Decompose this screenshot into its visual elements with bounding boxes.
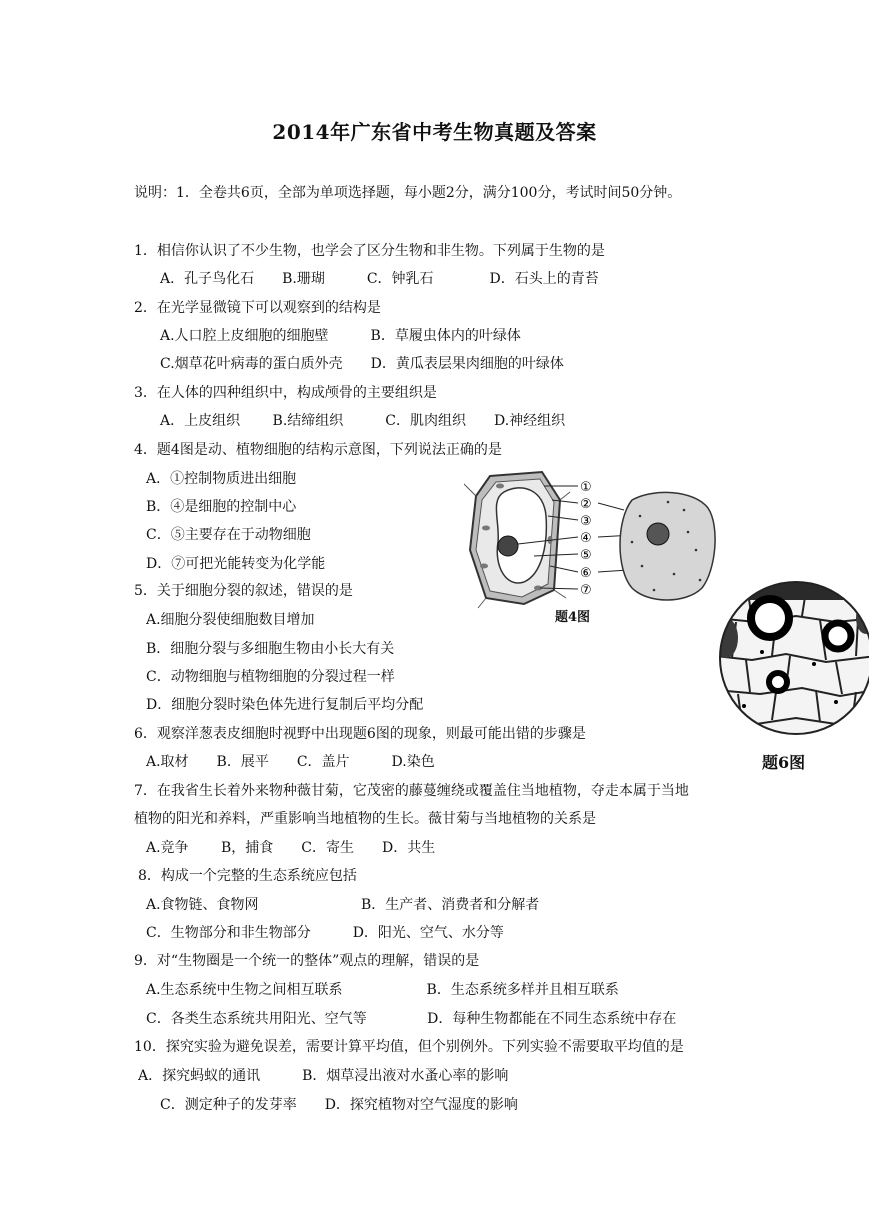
q4-option-a: A．①控制物质进出细胞 xyxy=(146,471,297,487)
q5-option-a: A.细胞分裂使细胞数目增加 xyxy=(146,612,315,628)
animal-cell xyxy=(620,492,715,600)
marker-4: ④ xyxy=(580,531,592,546)
marker-6: ⑥ xyxy=(580,566,592,581)
q8-stem: 8．构成一个完整的生态系统应包括 xyxy=(138,868,357,884)
q1-options: A．孔子鸟化石 B.珊瑚 C．钟乳石 D．石头上的青苔 xyxy=(160,271,599,287)
air-bubble-large xyxy=(751,599,789,637)
q8-options-2: C．生物部分和非生物部分 D．阳光、空气、水分等 xyxy=(146,925,504,941)
q9-stem: 9．对“生物圈是一个统一的整体”观点的理解，错误的是 xyxy=(134,953,480,969)
q10-options-2: C．测定种子的发芽率 D．探究植物对空气湿度的影响 xyxy=(160,1097,518,1113)
q8-options-1: A.食物链、食物网 B．生产者、消费者和分解者 xyxy=(146,897,540,913)
q10-stem: 10．探究实验为避免误差，需要计算平均值，但个别例外。下列实验不需要取平均值的是 xyxy=(134,1039,684,1055)
marker-3: ③ xyxy=(580,514,592,529)
q5-stem: 5．关于细胞分裂的叙述，错误的是 xyxy=(134,583,353,599)
q5-option-c: C．动物细胞与植物细胞的分裂过程一样 xyxy=(146,669,395,685)
figure4-cell-diagram xyxy=(464,470,720,610)
air-bubble-medium xyxy=(825,623,851,649)
marker-5: ⑤ xyxy=(580,548,592,563)
q2-options-1: A.人口腔上皮细胞的细胞壁 B．草履虫体内的叶绿体 xyxy=(160,328,521,344)
q4-option-c: C．⑤主要存在于动物细胞 xyxy=(146,527,311,543)
page-title: 2014年广东省中考生物真题及答案 xyxy=(272,120,597,144)
figure6-caption: 题6图 xyxy=(762,753,806,772)
q2-options-2: C.烟草花叶病毒的蛋白质外壳 D．黄瓜表层果肉细胞的叶绿体 xyxy=(160,356,564,372)
q6-options: A.取材 B．展平 C．盖片 D.染色 xyxy=(146,754,435,770)
plant-nucleus xyxy=(498,536,518,556)
q4-option-d: D．⑦可把光能转变为化学能 xyxy=(146,556,326,572)
q3-stem: 3．在人体的四种组织中，构成颅骨的主要组织是 xyxy=(134,385,437,401)
marker-1: ① xyxy=(580,480,592,495)
figure4-caption: 题4图 xyxy=(555,610,591,625)
q7-stem-cont: 植物的阳光和养料，严重影响当地植物的生长。薇甘菊与当地植物的关系是 xyxy=(134,811,596,827)
marker-2: ② xyxy=(580,497,592,512)
q9-options-2: C．各类生态系统共用阳光、空气等 D．每种生物都能在不同生态系统中存在 xyxy=(146,1011,677,1027)
q10-options-1: A．探究蚂蚁的通讯 B．烟草浸出液对水蚤心率的影响 xyxy=(138,1068,509,1084)
marker-7: ⑦ xyxy=(580,583,592,598)
animal-nucleus xyxy=(647,523,669,545)
q9-options-1: A.生态系统中生物之间相互联系 B．生态系统多样并且相互联系 xyxy=(146,982,619,998)
q2-stem: 2．在光学显微镜下可以观察到的结构是 xyxy=(134,300,381,316)
instructions: 说明：1．全卷共6页，全部为单项选择题，每小题2分，满分100分，考试时间50分钟。 xyxy=(134,185,682,201)
q4-option-b: B．④是细胞的控制中心 xyxy=(146,499,297,515)
q7-stem: 7．在我省生长着外来物种薇甘菊，它茂密的藤蔓缠绕或覆盖住当地植物，夺走本属于当地 xyxy=(134,783,689,799)
q3-options: A．上皮组织 B.结缔组织 C．肌肉组织 D.神经组织 xyxy=(160,413,566,429)
air-bubble-small xyxy=(769,673,787,691)
q5-option-d: D．细胞分裂时染色体先进行复制后平均分配 xyxy=(146,697,424,713)
q1-stem: 1．相信你认识了不少生物，也学会了区分生物和非生物。下列属于生物的是 xyxy=(134,243,605,259)
q5-option-b: B．细胞分裂与多细胞生物由小长大有关 xyxy=(146,641,395,657)
q4-stem: 4．题4图是动、植物细胞的结构示意图，下列说法正确的是 xyxy=(134,442,502,458)
figure6-microscope-view xyxy=(716,578,869,736)
q6-stem: 6．观察洋葱表皮细胞时视野中出现题6图的现象，则最可能出错的步骤是 xyxy=(134,726,586,742)
q7-options: A.竞争 B，捕食 C．寄生 D．共生 xyxy=(146,840,436,856)
